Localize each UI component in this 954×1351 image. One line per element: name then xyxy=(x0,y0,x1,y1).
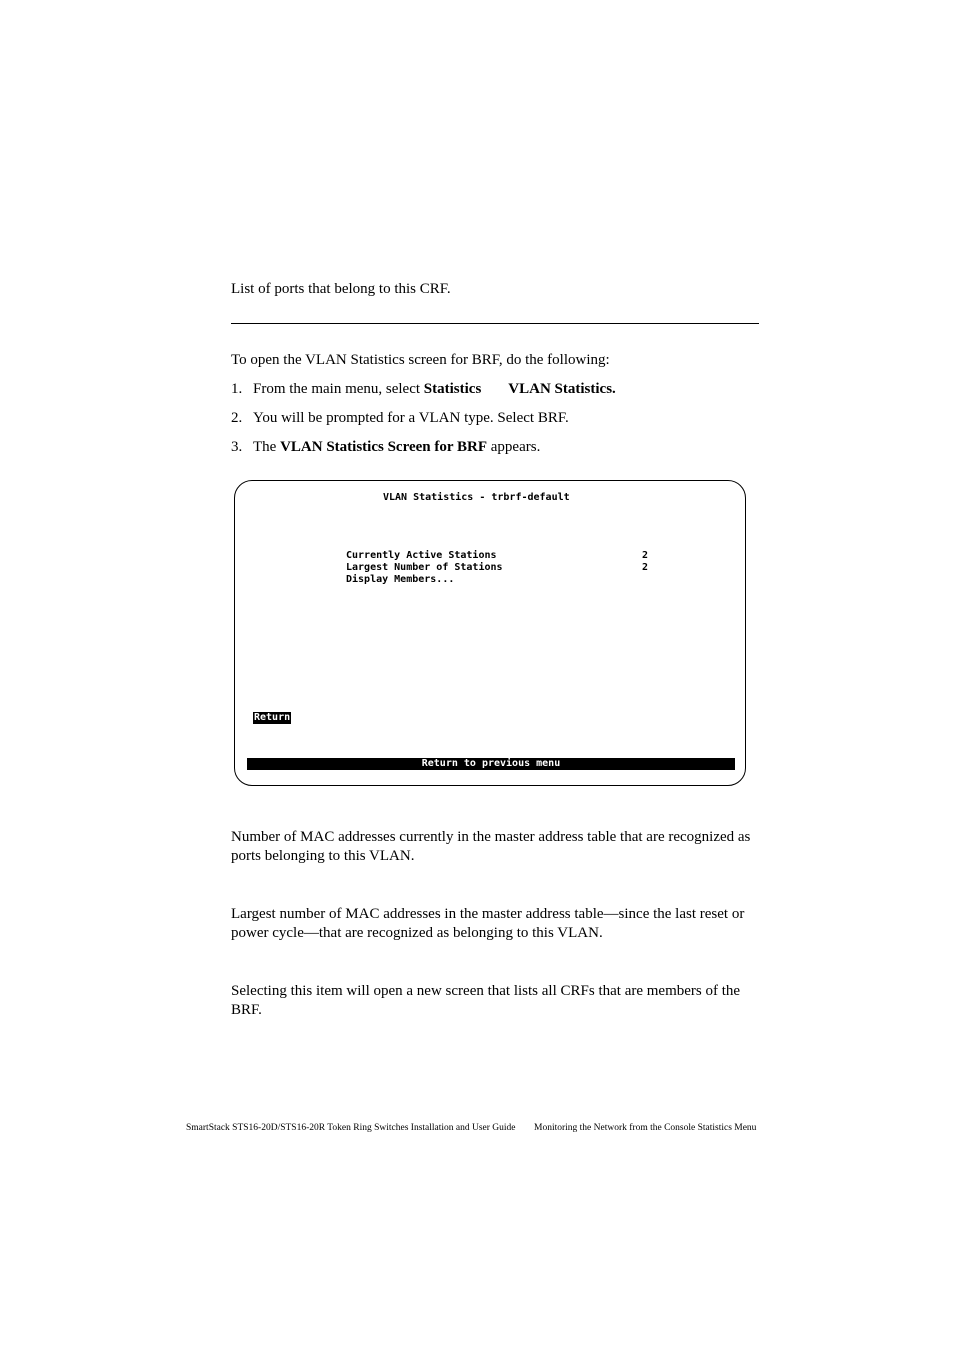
display-members-item[interactable]: Display Members... xyxy=(346,574,455,585)
step-text: From the main menu, select xyxy=(253,381,424,397)
procedure-step-2 xyxy=(231,408,569,428)
description-display-members: Selecting this item will open a new screen that lists all CRFs that are members of the BRF. xyxy=(231,983,741,1018)
row-value-largest-number-of-stations: 2 xyxy=(642,562,649,573)
description-largest-number: Largest number of MAC addresses in the master address table—since the last reset or power cycle—that are recognized as belonging to this VLAN. xyxy=(231,906,745,941)
return-button[interactable]: Return xyxy=(254,712,291,723)
status-text: Return to previous menu xyxy=(421,758,561,769)
row-label-currently-active-stations[interactable]: Currently Active Stations xyxy=(346,550,497,561)
step-text-end: appears. xyxy=(487,439,541,455)
section-divider xyxy=(231,323,759,324)
status-bar xyxy=(247,758,735,770)
procedure-step-1 xyxy=(231,379,616,399)
footer-book-title: SmartStack STS16-20D/STS16-20R Token Ring Switches Installation and User Guide xyxy=(186,1123,516,1133)
row-label-largest-number-of-stations[interactable]: Largest Number of Stations xyxy=(346,562,503,573)
procedure-step-3 xyxy=(231,437,540,457)
menu-path-vlan-statistics: VLAN Statistics. xyxy=(508,381,616,397)
description-currently-active: Number of MAC addresses currently in the master address table that are recognized as ports belonging to this VLAN. xyxy=(231,829,751,864)
menu-path-statistics: Statistics xyxy=(423,381,482,397)
step-number: 2. xyxy=(231,410,243,426)
step-number: 1. xyxy=(231,381,243,397)
procedure-lead: To open the VLAN Statistics screen for BRF, do the following: xyxy=(231,352,610,368)
intro-text: List of ports that belong to this CRF. xyxy=(231,281,451,297)
step-text: You will be prompted for a VLAN type. Select BRF. xyxy=(253,410,569,426)
screen-name: VLAN Statistics Screen for BRF xyxy=(280,439,488,455)
footer-chapter-title: Monitoring the Network from the Console Statistics Menu xyxy=(534,1123,757,1133)
step-text: The xyxy=(253,439,281,455)
console-screen xyxy=(234,480,746,786)
step-number: 3. xyxy=(231,439,243,455)
row-value-currently-active-stations: 2 xyxy=(642,550,649,561)
screen-title: VLAN Statistics - trbrf-default xyxy=(383,492,570,503)
